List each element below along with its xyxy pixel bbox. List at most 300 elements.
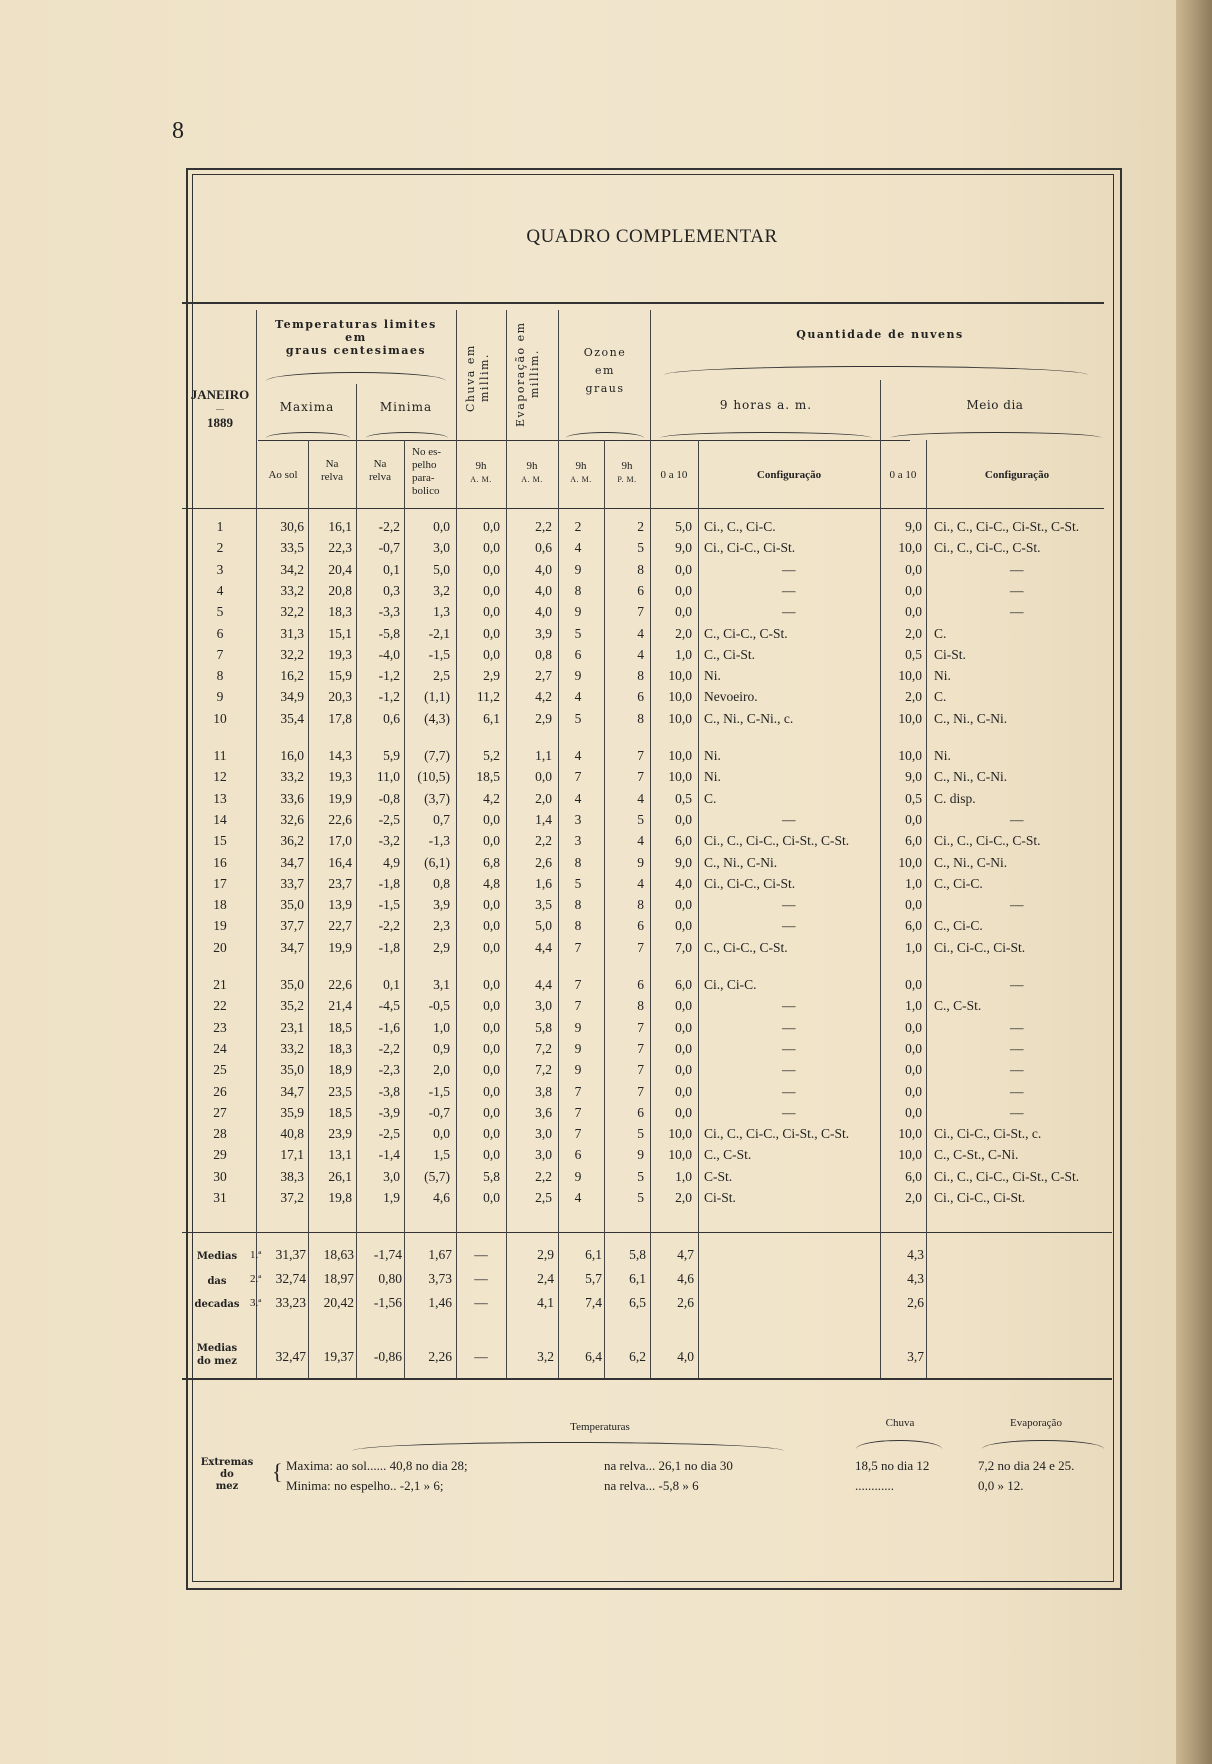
cell-min-espelho: 3,2 xyxy=(433,582,450,598)
cell-nuvens-meio-qty: 10,0 xyxy=(898,1147,922,1163)
extremas-chuva-min: ............ xyxy=(855,1478,894,1493)
cell-min-espelho: (4,3) xyxy=(424,710,450,726)
cell-chuva: 0,0 xyxy=(483,1019,500,1035)
cell-max-ao-sol: 33,7 xyxy=(280,875,304,891)
cell-min-na-relva: -4,0 xyxy=(378,646,400,662)
cell-nuvens-meio-qty: 0,0 xyxy=(905,1104,922,1120)
cell-min-na-relva: -1,6 xyxy=(378,1019,400,1035)
cell-nuvens-meio-config: — xyxy=(1010,604,1024,620)
cell-nuvens-9h-config: C., Ci-C., C-St. xyxy=(704,625,788,641)
na-relva-min-2: relva xyxy=(369,471,391,483)
cell-day: 30 xyxy=(213,1168,227,1184)
cell-nuvens-meio-config: Ni. xyxy=(934,668,951,684)
cell-chuva: 11,2 xyxy=(476,689,500,705)
cell-nuvens-9h-config: Ni. xyxy=(704,668,721,684)
cell-nuvens-9h-config: — xyxy=(782,604,796,620)
cell-evaporacao: 4,2 xyxy=(535,689,552,705)
cell-nuvens-9h-config: — xyxy=(782,1104,796,1120)
cell-max-na-relva: 18,3 xyxy=(328,604,352,620)
espelho-2: pelho xyxy=(412,459,437,471)
cell-min-na-relva: -3,9 xyxy=(378,1104,400,1120)
cell-day: 12 xyxy=(213,769,227,785)
cell-evaporacao: 4,0 xyxy=(535,582,552,598)
ao-sol-header: Ao sol xyxy=(268,469,298,481)
cell-ozone-pm: 7 xyxy=(637,604,644,620)
cell-dec-nuvens-9h: 2,6 xyxy=(677,1295,694,1310)
cell-dec-max-ao-sol: 33,23 xyxy=(275,1295,306,1310)
cell-chuva: 0,0 xyxy=(483,811,500,827)
cell-chuva: 0,0 xyxy=(483,1062,500,1078)
cell-min-na-relva: -0,8 xyxy=(378,790,400,806)
cell-evaporacao: 0,0 xyxy=(535,769,552,785)
cell-ozone-am: 3 xyxy=(574,833,582,849)
cell-min-na-relva: -3,3 xyxy=(378,604,400,620)
col-sep xyxy=(256,310,257,1378)
cell-min-na-relva: -3,2 xyxy=(378,833,400,849)
cell-evaporacao: 3,9 xyxy=(535,625,552,641)
cell-chuva: 0,0 xyxy=(483,1190,500,1205)
cell-nuvens-9h-qty: 6,0 xyxy=(675,977,692,992)
cell-nuvens-9h-qty: 5,0 xyxy=(675,519,692,534)
cell-min-espelho: 0,7 xyxy=(433,811,450,827)
minima-label: Minima xyxy=(379,400,433,414)
cell-dec-nuvens-9h: 4,7 xyxy=(677,1247,694,1262)
cell-nuvens-meio-qty: 0,0 xyxy=(905,811,922,827)
cell-ozone-pm: 9 xyxy=(637,854,644,870)
cell-nuvens-meio-config: Ci., Ci-C., Ci-St. xyxy=(934,939,1026,955)
cell-mez-nuvens-9h: 4,0 xyxy=(677,1349,694,1364)
cell-min-espelho: 1,0 xyxy=(433,1019,450,1035)
cell-dec-ozone-am: 6,1 xyxy=(585,1247,602,1262)
cell-min-espelho: 0,9 xyxy=(433,1040,450,1056)
espelho-4: bolico xyxy=(412,485,440,497)
cell-ozone-am: 9 xyxy=(574,1019,582,1035)
cell-min-na-relva: -0,7 xyxy=(378,540,400,556)
cell-nuvens-9h-qty: 10,0 xyxy=(668,748,692,763)
cell-ozone-am: 4 xyxy=(574,1190,582,1205)
cell-min-na-relva: 1,9 xyxy=(383,1190,400,1205)
cell-nuvens-9h-config: — xyxy=(782,998,796,1014)
cell-evaporacao: 2,0 xyxy=(535,790,552,806)
cell-min-espelho: 3,1 xyxy=(433,977,450,992)
cell-day: 26 xyxy=(213,1083,227,1099)
cell-evaporacao: 3,0 xyxy=(535,998,552,1014)
evaporacao-header: Evaporação em millim. xyxy=(514,321,541,427)
cell-chuva: 4,2 xyxy=(483,790,500,806)
cell-max-na-relva: 19,9 xyxy=(328,790,352,806)
cell-nuvens-meio-qty: 10,0 xyxy=(898,748,922,763)
cell-nuvens-9h-qty: 2,0 xyxy=(675,625,692,641)
month-dash: — xyxy=(216,404,224,413)
cell-ozone-am: 5 xyxy=(574,710,582,726)
cell-ozone-am: 7 xyxy=(574,1126,582,1142)
cell-ozone-pm: 4 xyxy=(637,833,644,849)
cell-max-ao-sol: 37,2 xyxy=(280,1190,304,1205)
medias-end-rule xyxy=(182,1378,1112,1380)
cell-nuvens-meio-qty: 0,0 xyxy=(905,977,922,992)
chuva-9h: 9h xyxy=(475,460,487,472)
cell-nuvens-9h-config: — xyxy=(782,561,796,577)
cell-ozone-pm: 2 xyxy=(637,519,644,534)
cell-nuvens-meio-config: — xyxy=(1010,977,1024,992)
header-rule xyxy=(182,508,1104,509)
cell-nuvens-9h-qty: 0,0 xyxy=(675,811,692,827)
cell-mez-evaporacao: 3,2 xyxy=(537,1349,554,1364)
cell-max-na-relva: 21,4 xyxy=(328,998,352,1014)
cell-chuva: 0,0 xyxy=(483,833,500,849)
cell-nuvens-meio-qty: 0,0 xyxy=(905,582,922,598)
cell-ozone-am: 8 xyxy=(574,918,582,934)
page-number: 8 xyxy=(172,118,184,144)
cell-nuvens-meio-config: — xyxy=(1010,897,1024,913)
cell-ozone-pm: 6 xyxy=(637,689,644,705)
cell-max-ao-sol: 17,1 xyxy=(280,1147,304,1163)
cell-nuvens-meio-config: — xyxy=(1010,811,1024,827)
cell-nuvens-meio-qty: 0,0 xyxy=(905,1040,922,1056)
cell-nuvens-meio-config: C., Ni., C-Ni. xyxy=(934,769,1008,785)
cell-nuvens-9h-qty: 9,0 xyxy=(675,854,692,870)
cell-nuvens-9h-qty: 4,0 xyxy=(675,875,692,891)
cell-ozone-pm: 6 xyxy=(637,1104,644,1120)
cell-min-espelho: (10,5) xyxy=(417,769,450,785)
cell-min-espelho: -1,5 xyxy=(428,646,450,662)
cell-day: 22 xyxy=(213,998,227,1014)
cell-ozone-pm: 8 xyxy=(637,897,644,913)
temp-group-line2: em xyxy=(345,331,367,344)
cell-evaporacao: 1,1 xyxy=(535,748,552,763)
cell-min-na-relva: -1,8 xyxy=(378,875,400,891)
cell-max-ao-sol: 35,0 xyxy=(280,977,304,992)
cell-nuvens-meio-qty: 0,0 xyxy=(905,1019,922,1035)
nove-horas-header: 9 horas a. m. xyxy=(719,398,813,412)
cell-nuvens-meio-config: — xyxy=(1010,561,1024,577)
cell-ozone-am: 9 xyxy=(574,1168,582,1184)
cell-nuvens-meio-qty: 9,0 xyxy=(905,519,922,534)
cell-evaporacao: 5,8 xyxy=(535,1019,552,1035)
cell-max-ao-sol: 34,9 xyxy=(280,689,304,705)
cell-dec-min-espelho: 3,73 xyxy=(428,1271,452,1286)
mez-label-1: Medias xyxy=(196,1343,238,1354)
cell-nuvens-9h-config: C., C-St. xyxy=(704,1147,752,1163)
cell-mez-min-na-relva: -0,86 xyxy=(373,1349,402,1364)
na-relva-max-2: relva xyxy=(321,471,343,483)
cell-day: 4 xyxy=(216,582,224,598)
cell-nuvens-meio-config: Ci., C., Ci-C., C-St. xyxy=(934,540,1041,556)
cell-dec-ozone-pm: 5,8 xyxy=(629,1247,646,1262)
cell-nuvens-meio-config: C., C-St., C-Ni. xyxy=(934,1147,1019,1163)
cell-nuvens-9h-config: C., Ni., C-Ni. xyxy=(704,854,778,870)
ozone-line1: Ozone xyxy=(583,346,627,359)
maxima-label: Maxima xyxy=(279,400,335,414)
cell-ozone-am: 2 xyxy=(574,519,582,534)
cell-min-espelho: (1,1) xyxy=(424,689,450,705)
cell-max-ao-sol: 33,5 xyxy=(280,540,304,556)
cell-nuvens-meio-qty: 6,0 xyxy=(905,918,922,934)
cell-mez-nuvens-meio: 3,7 xyxy=(907,1349,924,1364)
cell-min-espelho: -1,5 xyxy=(428,1083,450,1099)
temp-group-line1: Temperaturas limites xyxy=(275,318,437,331)
cell-nuvens-9h-qty: 0,0 xyxy=(675,561,692,577)
cell-day: 7 xyxy=(216,646,224,662)
cell-nuvens-meio-qty: 1,0 xyxy=(905,875,922,891)
decadas-label-1: Medias xyxy=(196,1251,238,1262)
cell-nuvens-9h-qty: 0,0 xyxy=(675,1062,692,1078)
cell-min-na-relva: 3,0 xyxy=(383,1168,400,1184)
cell-evaporacao: 2,9 xyxy=(535,710,552,726)
cell-evaporacao: 3,0 xyxy=(535,1126,552,1142)
cell-nuvens-9h-qty: 0,0 xyxy=(675,1104,692,1120)
cell-ozone-am: 4 xyxy=(574,689,582,705)
extremas-evap-min: 0,0 » 12. xyxy=(978,1478,1024,1493)
cell-ozone-am: 5 xyxy=(574,875,582,891)
cell-chuva: 0,0 xyxy=(483,1083,500,1099)
cell-nuvens-meio-config: C., Ci-C. xyxy=(934,875,983,891)
cell-evaporacao: 1,4 xyxy=(535,811,552,827)
ozone-9h-pm: 9h xyxy=(621,460,633,472)
cell-ozone-am: 4 xyxy=(574,790,582,806)
cell-nuvens-9h-config: — xyxy=(782,1062,796,1078)
extremas-temperaturas: Temperaturas xyxy=(570,1421,630,1433)
cell-max-na-relva: 17,0 xyxy=(328,833,352,849)
cell-dec-ozone-pm: 6,1 xyxy=(629,1271,646,1286)
cell-nuvens-9h-config: Nevoeiro. xyxy=(704,689,758,705)
cell-nuvens-meio-qty: 0,5 xyxy=(905,646,922,662)
cell-day: 25 xyxy=(213,1062,227,1078)
cell-nuvens-meio-qty: 0,0 xyxy=(905,604,922,620)
cell-nuvens-meio-config: — xyxy=(1010,1019,1024,1035)
cell-max-ao-sol: 36,2 xyxy=(280,833,304,849)
cell-nuvens-meio-config: Ci-St. xyxy=(934,646,966,662)
cell-ozone-am: 6 xyxy=(574,646,582,662)
cell-day: 29 xyxy=(213,1147,227,1163)
cell-max-ao-sol: 32,2 xyxy=(280,646,304,662)
cell-min-espelho: 2,5 xyxy=(433,668,450,684)
extremas-chuva-max: 18,5 no dia 12 xyxy=(855,1458,930,1473)
cell-min-espelho: 1,5 xyxy=(433,1147,450,1163)
cell-evaporacao: 2,6 xyxy=(535,854,552,870)
cell-nuvens-meio-config: — xyxy=(1010,1062,1024,1078)
cell-dec-min-espelho: 1,67 xyxy=(428,1247,452,1262)
cell-nuvens-9h-config: Ci., C., Ci-C., Ci-St., C-St. xyxy=(704,1126,850,1142)
cell-day: 8 xyxy=(216,668,224,684)
cell-chuva: 0,0 xyxy=(483,939,500,955)
cell-evaporacao: 7,2 xyxy=(535,1062,552,1078)
cell-chuva: 0,0 xyxy=(483,519,500,534)
cell-min-na-relva: -1,4 xyxy=(378,1147,400,1163)
cell-nuvens-meio-config: Ci., C., Ci-C., Ci-St., C-St. xyxy=(934,519,1080,534)
cell-min-na-relva: -3,8 xyxy=(378,1083,400,1099)
cell-max-na-relva: 15,1 xyxy=(328,625,352,641)
page-title: QUADRO COMPLEMENTAR xyxy=(526,226,778,247)
cell-max-ao-sol: 32,6 xyxy=(280,811,304,827)
cell-max-na-relva: 26,1 xyxy=(328,1168,352,1184)
cell-ozone-pm: 7 xyxy=(637,1062,644,1078)
cell-dec-max-na-relva: 20,42 xyxy=(323,1295,354,1310)
cell-evaporacao: 2,2 xyxy=(535,1168,552,1184)
cell-decada-num: 1.ª xyxy=(250,1249,262,1261)
cell-min-na-relva: -2,2 xyxy=(378,918,400,934)
cell-ozone-am: 7 xyxy=(574,998,582,1014)
cell-min-espelho: 0,0 xyxy=(433,519,450,534)
cell-nuvens-meio-qty: 0,0 xyxy=(905,561,922,577)
cell-min-na-relva: 11,0 xyxy=(376,769,400,785)
cell-nuvens-9h-qty: 10,0 xyxy=(668,710,692,726)
cell-day: 24 xyxy=(213,1040,227,1056)
minima-brace xyxy=(366,432,448,438)
meio-0a10: 0 a 10 xyxy=(889,469,917,481)
cell-max-na-relva: 23,9 xyxy=(328,1126,352,1142)
cell-ozone-pm: 5 xyxy=(637,1126,644,1142)
cell-chuva: 0,0 xyxy=(483,998,500,1014)
cell-nuvens-meio-config: C., Ci-C. xyxy=(934,918,983,934)
cell-max-ao-sol: 35,9 xyxy=(280,1104,304,1120)
cell-max-na-relva: 22,3 xyxy=(328,540,352,556)
cell-day: 15 xyxy=(213,833,227,849)
cell-nuvens-9h-config: C. xyxy=(704,790,717,806)
cell-nuvens-9h-qty: 0,0 xyxy=(675,604,692,620)
extremas-evaporacao: Evaporação xyxy=(1010,1417,1062,1429)
cell-evaporacao: 3,8 xyxy=(535,1083,552,1099)
cell-min-na-relva: -1,2 xyxy=(378,689,400,705)
cell-evaporacao: 0,8 xyxy=(535,646,552,662)
meio-dia-brace xyxy=(890,432,1102,438)
extremas-min-a: Minima: no espelho.. -2,1 » 6; xyxy=(286,1478,444,1493)
extremas-min-b: na relva... -5,8 » 6 xyxy=(604,1478,699,1493)
cell-nuvens-9h-qty: 10,0 xyxy=(668,1126,692,1142)
cell-min-na-relva: 0,3 xyxy=(383,582,400,598)
mez-label-2: do mez xyxy=(197,1356,237,1367)
cell-max-na-relva: 22,6 xyxy=(328,977,352,992)
cell-max-ao-sol: 30,6 xyxy=(280,519,304,534)
cell-nuvens-9h-config: Ci., Ci-C. xyxy=(704,977,757,992)
cell-nuvens-meio-qty: 0,0 xyxy=(905,1062,922,1078)
cell-max-ao-sol: 16,2 xyxy=(280,668,304,684)
cell-max-ao-sol: 34,2 xyxy=(280,561,304,577)
cell-ozone-pm: 7 xyxy=(637,1083,644,1099)
cell-max-ao-sol: 38,3 xyxy=(280,1168,304,1184)
cell-nuvens-9h-config: Ci-St. xyxy=(704,1190,736,1205)
cell-min-espelho: (5,7) xyxy=(424,1168,450,1184)
cell-evaporacao: 1,6 xyxy=(535,875,552,891)
cell-evaporacao: 3,0 xyxy=(535,1147,552,1163)
cell-day: 18 xyxy=(213,897,227,913)
cell-chuva: 0,0 xyxy=(483,561,500,577)
nove-config: Configuração xyxy=(756,469,822,481)
cell-max-ao-sol: 33,2 xyxy=(280,769,304,785)
cell-nuvens-9h-qty: 0,0 xyxy=(675,1019,692,1035)
meio-config: Configuração xyxy=(984,469,1050,481)
cell-max-ao-sol: 35,4 xyxy=(280,710,304,726)
month-label: JANEIRO xyxy=(190,387,250,402)
cell-chuva: 0,0 xyxy=(483,1126,500,1142)
cell-nuvens-9h-config: — xyxy=(782,582,796,598)
cell-day: 31 xyxy=(213,1190,227,1205)
cell-day: 9 xyxy=(216,689,224,705)
cell-chuva: 0,0 xyxy=(483,977,500,992)
cell-max-na-relva: 20,3 xyxy=(328,689,352,705)
cell-max-na-relva: 23,5 xyxy=(328,1083,352,1099)
cell-min-na-relva: 5,9 xyxy=(383,748,400,763)
cell-min-espelho: 3,0 xyxy=(433,540,450,556)
cell-nuvens-9h-qty: 1,0 xyxy=(675,646,692,662)
cell-min-na-relva: -2,2 xyxy=(378,519,400,534)
cell-ozone-pm: 5 xyxy=(637,1168,644,1184)
cell-max-na-relva: 16,1 xyxy=(328,519,352,534)
cell-ozone-am: 6 xyxy=(574,1147,582,1163)
cell-ozone-pm: 6 xyxy=(637,918,644,934)
cell-dec-max-na-relva: 18,97 xyxy=(323,1271,354,1286)
cell-day: 16 xyxy=(213,854,227,870)
cell-nuvens-9h-config: C-St. xyxy=(704,1168,733,1184)
cell-nuvens-meio-qty: 10,0 xyxy=(898,710,922,726)
cell-max-ao-sol: 23,1 xyxy=(280,1019,304,1035)
cell-ozone-pm: 7 xyxy=(637,769,644,785)
ozone-pm: P. M. xyxy=(617,475,637,484)
cell-ozone-am: 4 xyxy=(574,748,582,763)
cell-nuvens-9h-config: C., Ci-St. xyxy=(704,646,756,662)
cell-chuva: 0,0 xyxy=(483,918,500,934)
meio-dia-header: Meio dia xyxy=(966,398,1024,412)
cell-nuvens-9h-config: Ni. xyxy=(704,748,721,763)
cell-ozone-pm: 5 xyxy=(637,1190,644,1205)
cell-max-ao-sol: 34,7 xyxy=(280,854,304,870)
cell-chuva: 0,0 xyxy=(483,540,500,556)
cell-dec-ozone-am: 7,4 xyxy=(585,1295,602,1310)
cell-ozone-pm: 7 xyxy=(637,1040,644,1056)
cell-nuvens-9h-config: — xyxy=(782,1019,796,1035)
cell-nuvens-9h-qty: 2,0 xyxy=(675,1190,692,1205)
cell-mez-ozone-am: 6,4 xyxy=(585,1349,602,1364)
cell-min-espelho: -0,5 xyxy=(428,998,450,1014)
cell-evaporacao: 3,6 xyxy=(535,1104,552,1120)
cell-ozone-pm: 5 xyxy=(637,811,644,827)
cell-evaporacao: 4,0 xyxy=(535,604,552,620)
cell-nuvens-9h-qty: 0,0 xyxy=(675,1040,692,1056)
cell-ozone-am: 5 xyxy=(574,625,582,641)
cell-dec-evaporacao: 4,1 xyxy=(537,1295,554,1310)
extremas-label-2: do xyxy=(220,1469,234,1480)
cell-ozone-am: 9 xyxy=(574,1062,582,1078)
cell-nuvens-meio-qty: 10,0 xyxy=(898,668,922,684)
cell-max-na-relva: 19,3 xyxy=(328,646,352,662)
cell-nuvens-9h-config: Ci., C., Ci-C., Ci-St., C-St. xyxy=(704,833,850,849)
cell-max-na-relva: 13,9 xyxy=(328,897,352,913)
cell-max-na-relva: 22,6 xyxy=(328,811,352,827)
cell-max-na-relva: 22,7 xyxy=(328,918,352,934)
cell-ozone-pm: 4 xyxy=(637,625,644,641)
cell-ozone-pm: 8 xyxy=(637,561,644,577)
cell-nuvens-9h-qty: 10,0 xyxy=(668,769,692,785)
cell-evaporacao: 2,2 xyxy=(535,519,552,534)
cell-dec-evaporacao: 2,4 xyxy=(537,1271,554,1286)
cell-day: 1 xyxy=(216,519,224,534)
cell-ozone-pm: 4 xyxy=(637,875,644,891)
cell-nuvens-meio-qty: 2,0 xyxy=(905,689,922,705)
cell-min-espelho: 1,3 xyxy=(433,604,450,620)
cell-max-ao-sol: 33,6 xyxy=(280,790,304,806)
cell-max-ao-sol: 31,3 xyxy=(280,625,304,641)
cell-min-na-relva: 0,6 xyxy=(383,710,400,726)
cell-chuva: 4,8 xyxy=(483,875,500,891)
cell-min-espelho: (3,7) xyxy=(424,790,450,806)
cell-dec-nuvens-meio: 4,3 xyxy=(907,1271,924,1286)
cell-day: 17 xyxy=(213,875,227,891)
cell-min-na-relva: -4,5 xyxy=(378,998,400,1014)
cell-max-na-relva: 17,8 xyxy=(328,710,352,726)
cell-max-na-relva: 18,3 xyxy=(328,1040,352,1056)
cell-min-na-relva: -2,5 xyxy=(378,811,400,827)
cell-nuvens-9h-config: C., Ni., C-Ni., c. xyxy=(704,710,794,726)
